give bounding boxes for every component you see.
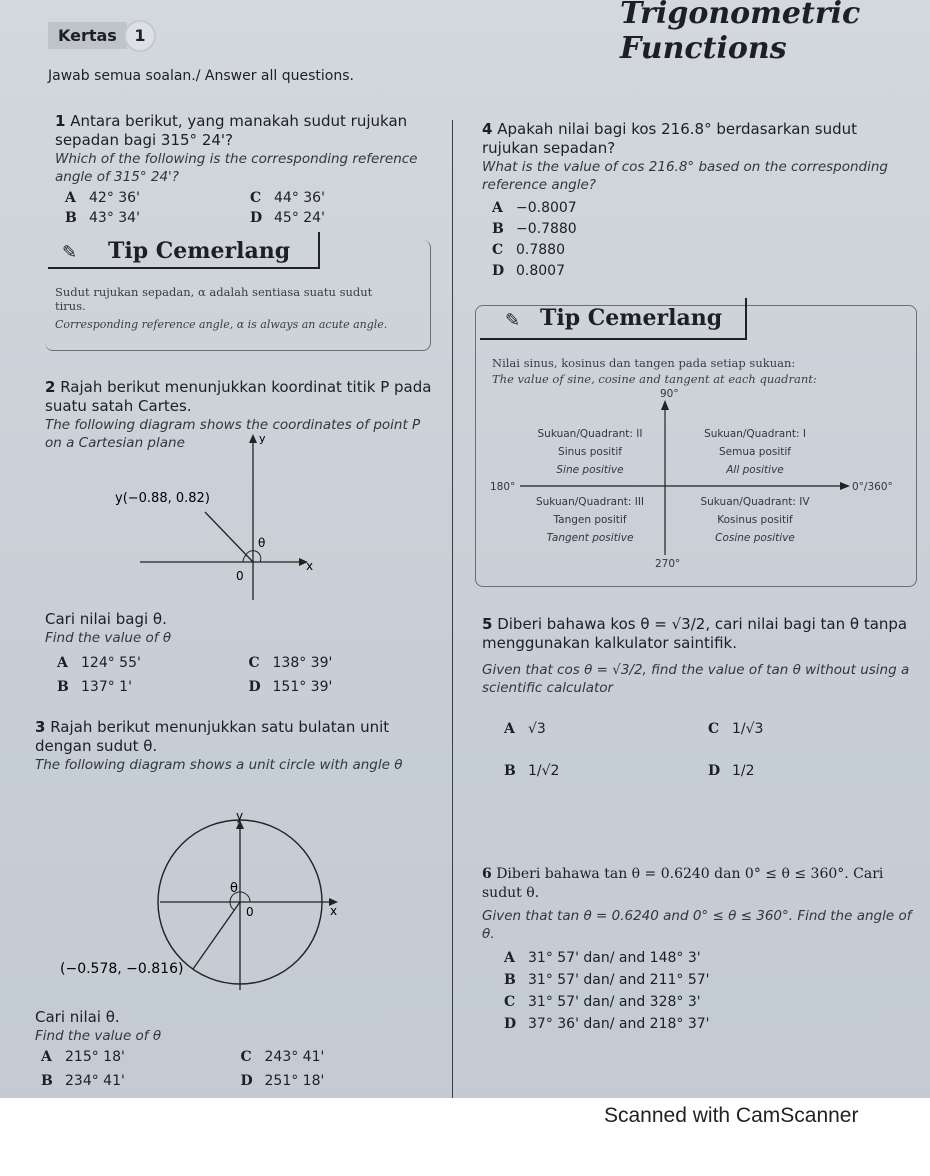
quadrant-iii-name: Sukuan/Quadrant: III xyxy=(535,496,645,508)
quadrant-ii-name: Sukuan/Quadrant: II xyxy=(537,428,643,440)
option-a[interactable]: A −0.8007 xyxy=(492,200,577,216)
option-a[interactable]: A 124° 55' xyxy=(57,655,141,671)
tip-text-ms: Sudut rujukan sepadan, α adalah sentiasa suatu sudut tirus. xyxy=(55,285,373,313)
origin-label: 0 xyxy=(246,905,254,919)
option-a[interactable]: A 215° 18' xyxy=(41,1049,125,1065)
option-c[interactable]: C 0.7880 xyxy=(492,242,565,258)
paper-label: Kertas xyxy=(48,22,127,49)
quadrant-iii-ms: Tangen positif xyxy=(553,514,627,526)
option-b[interactable]: B −0.7880 xyxy=(492,221,577,237)
option-d[interactable]: D 251° 18' xyxy=(240,1073,325,1089)
option-a[interactable]: A 31° 57' dan/ and 148° 3' xyxy=(504,950,701,966)
question-text-en: Which of the following is the corresponding reference angle of 315° 24'? xyxy=(55,151,418,185)
option-b[interactable]: B 31° 57' dan/ and 211° 57' xyxy=(504,972,710,988)
tip-title: Tip Cemerlang xyxy=(108,238,291,264)
tip-text-ms: Nilai sinus, kosinus dan tangen pada setiap sukuan: xyxy=(492,356,796,370)
axis-90: 90° xyxy=(660,388,679,400)
y-axis-label: y xyxy=(259,432,266,445)
cartesian-diagram xyxy=(110,430,330,605)
quadrant-iii-en: Tangent positive xyxy=(546,532,634,544)
option-c[interactable]: C 44° 36' xyxy=(250,190,325,206)
question-4: 4 Apakah nilai bagi kos 216.8° berdasarkan sudut rujukan sepadan? What is the value of cos 216.8° based on the corresponding reference angle? A −0.8007 B −0.7880 C 0.7880 D 0.8007 xyxy=(482,120,912,282)
option-c[interactable]: C 243° 41' xyxy=(240,1049,325,1065)
quadrant-i-ms: Semua positif xyxy=(719,446,791,458)
quadrant-ii-ms: Sinus positif xyxy=(558,446,622,458)
instruction: Jawab semua soalan./ Answer all questions. xyxy=(48,68,354,84)
option-d[interactable]: D 45° 24' xyxy=(250,210,325,226)
origin-label: 0 xyxy=(236,569,244,583)
option-d[interactable]: D 37° 36' dan/ and 218° 37' xyxy=(504,1016,710,1032)
theta-label: θ xyxy=(258,536,266,550)
axis-180: 180° xyxy=(490,481,516,493)
question-1 xyxy=(55,112,435,226)
question-2-prompt: Cari nilai bagi θ. Find the value of θ A 124° 55' C 138° 39' B 137° 1' D 151° 39' xyxy=(45,610,440,695)
quadrant-iv-name: Sukuan/Quadrant: IV xyxy=(700,496,810,508)
x-axis-label: x xyxy=(306,559,314,573)
axis-0-360: 0°/360° xyxy=(852,481,893,493)
question-3-prompt: Cari nilai θ. Find the value of θ A 215° 18' C 243° 41' B 234° 41' D 251° 18' xyxy=(35,1008,440,1089)
option-a[interactable]: A 42° 36' xyxy=(65,190,140,206)
y-axis-label: y xyxy=(236,810,244,823)
tip-text-en: The value of sine, cosine and tangent at each quadrant: xyxy=(492,372,817,386)
axis-270: 270° xyxy=(655,558,681,570)
option-a[interactable]: A √3 xyxy=(504,721,546,737)
option-d[interactable]: D 151° 39' xyxy=(248,679,333,695)
point-label: (−0.578, −0.816) xyxy=(60,961,184,977)
tip-text-en: Corresponding reference angle, α is always an acute angle. xyxy=(55,318,388,331)
question-2: 2 Rajah berikut menunjukkan koordinat titik P pada suatu satah Cartes. The following diagram shows the coordinates of point P on a Cartesian plane xyxy=(45,378,432,451)
pin-icon: ✎ xyxy=(505,310,521,331)
chapter-title: Trigonometric Functions xyxy=(620,0,861,66)
question-6: 6 Diberi bahawa tan θ = 0.6240 dan 0° ≤ θ ≤ 360°. Cari sudut θ. Given that tan θ = 0.6240 and 0° ≤ θ ≤ 360°. Find the angle of θ. A 31° 57' dan/ and 148° 3' B 31° 57' dan/ and 211° 57' C 31° 57' dan/ and 328° 3' D 37° 36' dan/ and 218° 37' xyxy=(482,865,912,1035)
paper-number: 1 xyxy=(124,20,156,52)
theta-label: θ xyxy=(230,881,238,896)
option-b[interactable]: B 43° 34' xyxy=(65,210,140,226)
scanner-watermark: Scanned with CamScanner xyxy=(604,1104,859,1127)
quadrant-ii-en: Sine positive xyxy=(556,464,624,476)
unit-circle-diagram xyxy=(60,810,350,995)
option-d[interactable]: D 1/2 xyxy=(708,763,755,779)
question-5: 5 Diberi bahawa kos θ = √3/2, cari nilai bagi tan θ tanpa menggunakan kalkulator saintifik. Given that cos θ = √3/2, find the value of tan θ without using a scientific calculator A √3 C 1/√3 B 1/√2 D 1/2 xyxy=(482,615,912,779)
column-divider xyxy=(452,120,453,1100)
option-d[interactable]: D 0.8007 xyxy=(492,263,565,279)
option-c[interactable]: C 138° 39' xyxy=(248,655,333,671)
quadrant-diagram xyxy=(480,385,920,575)
option-c[interactable]: C 1/√3 xyxy=(708,721,764,737)
question-number: 1 xyxy=(55,112,66,130)
option-c[interactable]: C 31° 57' dan/ and 328° 3' xyxy=(504,994,701,1010)
x-axis-label: x xyxy=(330,904,338,918)
option-b[interactable]: B 234° 41' xyxy=(41,1073,125,1089)
point-p-label: y(−0.88, 0.82) xyxy=(115,491,210,506)
quadrant-i-en: All positive xyxy=(726,464,784,476)
question-text-ms: Antara berikut, yang manakah sudut rujukan sepadan bagi 315° 24'? xyxy=(55,112,408,149)
option-b[interactable]: B 1/√2 xyxy=(504,763,560,779)
quadrant-iv-ms: Kosinus positif xyxy=(717,514,793,526)
pin-icon: ✎ xyxy=(62,242,78,263)
quadrant-iv-en: Cosine positive xyxy=(715,532,795,544)
quadrant-i-name: Sukuan/Quadrant: I xyxy=(704,428,806,440)
question-3: 3 Rajah berikut menunjukkan satu bulatan unit dengan sudut θ. The following diagram shows a unit circle with angle θ xyxy=(35,718,403,773)
option-b[interactable]: B 137° 1' xyxy=(57,679,132,695)
tip-title: Tip Cemerlang xyxy=(540,305,723,331)
